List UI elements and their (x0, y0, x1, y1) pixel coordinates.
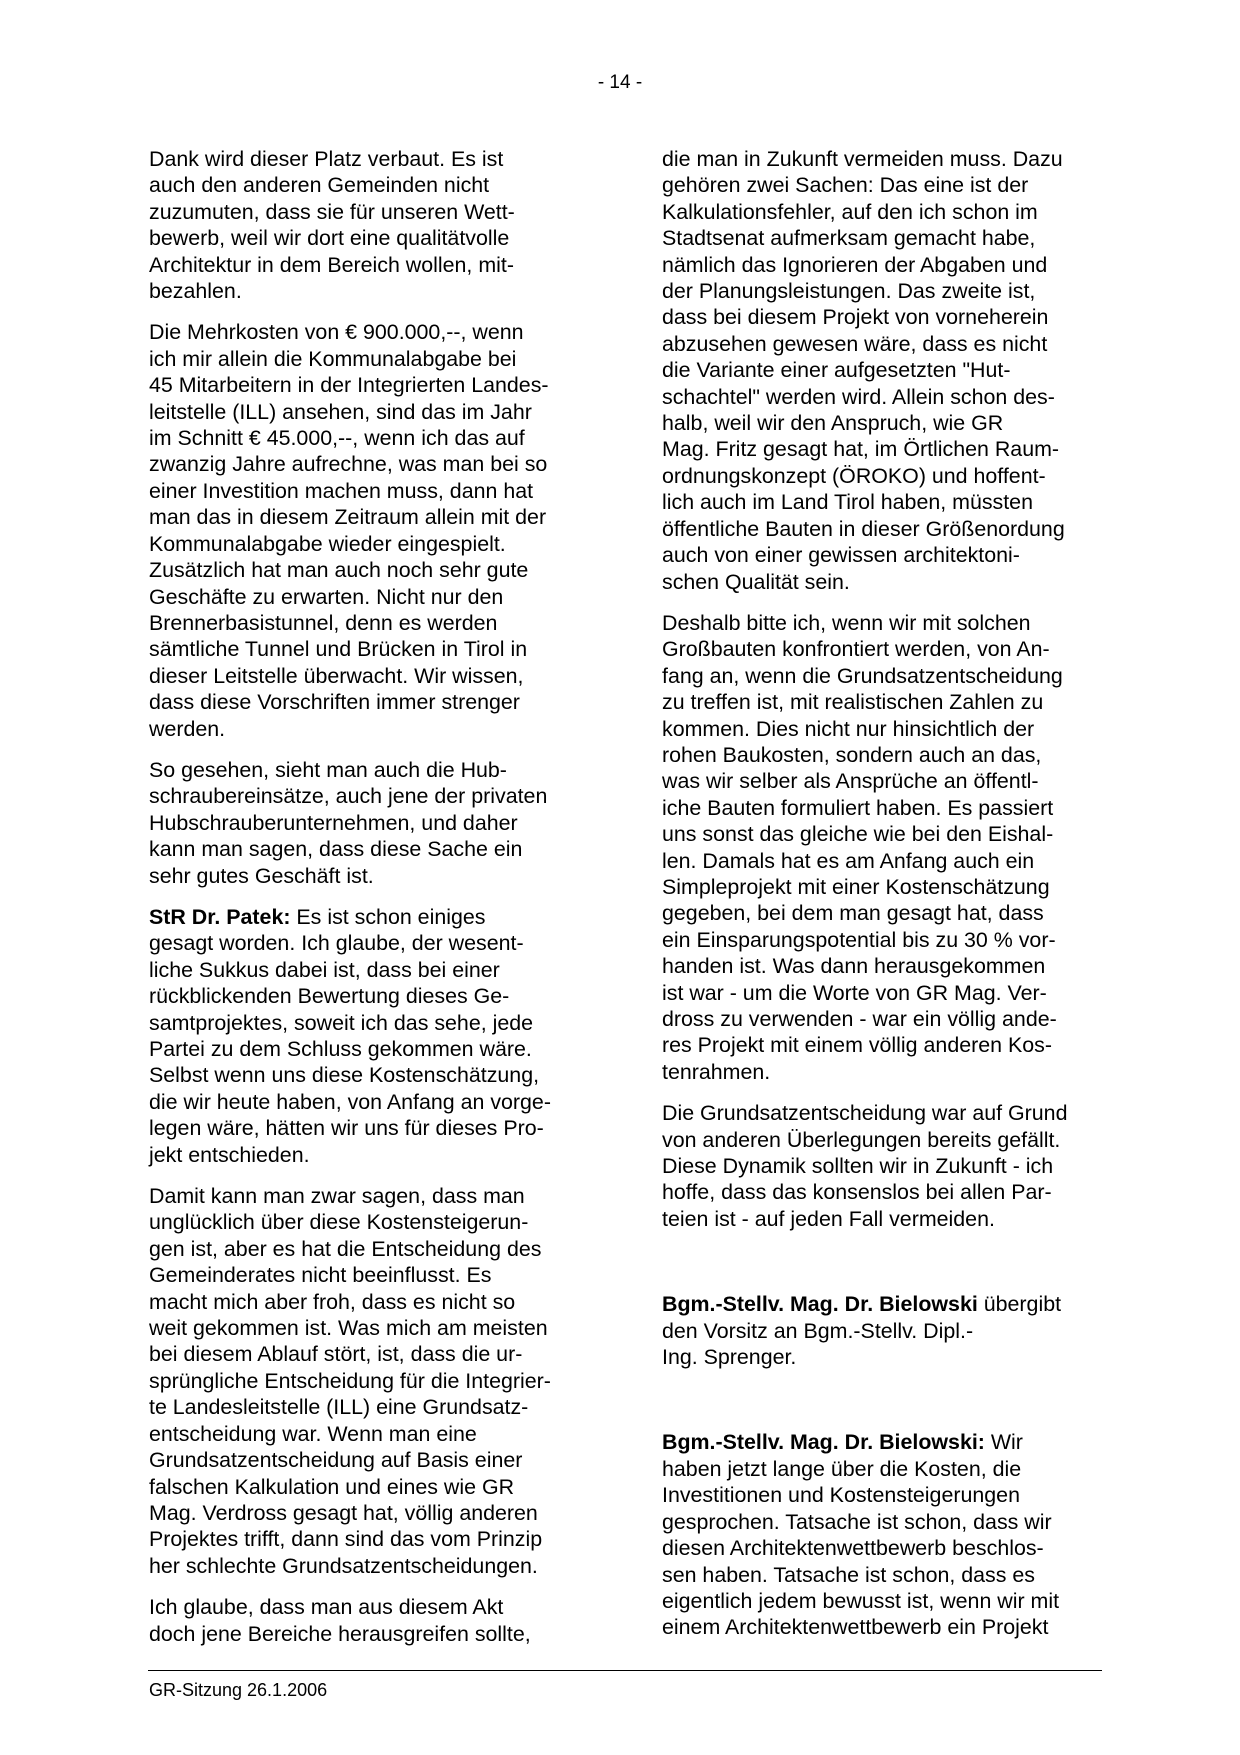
text-line: öffentliche Bauten in dieser Größenordung (662, 516, 1065, 541)
speaker-paragraph (149, 904, 591, 1168)
text-line: teien ist - auf jeden Fall vermeiden. (662, 1206, 995, 1231)
text-line: dass diese Vorschriften immer strenger (149, 690, 520, 715)
text-line: jekt entschieden. (149, 1142, 310, 1167)
text-line: lich auch im Land Tirol haben, müssten (662, 490, 1033, 515)
text-line: rückblickenden Bewertung dieses Ge- (149, 984, 510, 1009)
text-line: Geschäfte zu erwarten. Nicht nur den (149, 584, 504, 609)
text-line: entscheidung war. Wenn man eine (149, 1421, 477, 1446)
text-line: der Planungsleistungen. Das zweite ist, (662, 279, 1036, 304)
text-line: Zusätzlich hat man auch noch sehr gute (149, 558, 529, 583)
text-line: fang an, wenn die Grundsatzentscheidung (662, 663, 1063, 688)
text-line: Mag. Verdross gesagt hat, völlig anderen (149, 1500, 538, 1525)
speaker-paragraph (662, 1429, 1104, 1640)
text-line: nämlich das Ignorieren der Abgaben und (662, 252, 1048, 277)
text-line: Ich glaube, dass man aus diesem Akt (149, 1595, 504, 1620)
text-line: im Schnitt € 45.000,--, wenn ich das auf (149, 426, 525, 451)
text-line: doch jene Bereiche herausgreifen sollte, (149, 1621, 531, 1646)
text-line: schraubereinsätze, auch jene der privaten (149, 784, 548, 809)
text-line: Diese Dynamik sollten wir in Zukunft - ich (662, 1154, 1054, 1179)
text-line: kann man sagen, dass diese Sache ein (149, 837, 523, 862)
text-line: Partei zu dem Schluss gekommen wäre. (149, 1037, 532, 1061)
text-line: uns sonst das gleiche wie bei den Eishal- (662, 822, 1054, 847)
text-line: ordnungskonzept (ÖROKO) und hoffent- (662, 463, 1046, 488)
text-line: gen ist, aber es hat die Entscheidung des (149, 1236, 542, 1261)
footer-text: GR-Sitzung 26.1.2006 (149, 1680, 328, 1700)
text-line (149, 904, 591, 930)
text-line: rohen Baukosten, sondern auch an das, (662, 742, 1042, 767)
page-number: - 14 - (597, 72, 643, 93)
text-line: dass bei diesem Projekt von vorneherein (662, 305, 1049, 330)
text-line: legen wäre, hätten wir uns für dieses Pro- (149, 1116, 544, 1141)
text-line: sämtliche Tunnel und Brücken in Tirol in (149, 637, 528, 662)
text-line: gehören zwei Sachen: Das eine ist der (662, 173, 1029, 198)
text-line: sen haben. Tatsache ist schon, dass es (662, 1562, 1035, 1587)
text-line: ich mir allein die Kommunalabgabe bei (149, 346, 517, 371)
text-line: Kommunalabgabe wieder eingespielt. (149, 531, 506, 556)
text-line: te Landesleitstelle (ILL) eine Grundsatz- (149, 1395, 529, 1420)
text-line: zwanzig Jahre aufrechne, was man bei so (149, 452, 548, 477)
text-line: kommen. Dies nicht nur hinsichtlich der (662, 716, 1035, 741)
text-line: samtprojektes, soweit ich das sehe, jede (149, 1010, 534, 1035)
text-line: Projektes trifft, dann sind das vom Prinzip (149, 1527, 543, 1552)
right-column (662, 146, 1104, 1656)
text-line: Damit kann man zwar sagen, dass man (149, 1184, 525, 1209)
text-line: Architektur in dem Bereich wollen, mit- (149, 252, 514, 277)
text-line: Deshalb bitte ich, wenn wir mit solchen (662, 610, 1031, 635)
text-line: zu treffen ist, mit realistischen Zahlen zu (662, 690, 1044, 715)
text-line: unglücklich über diese Kostensteigerun- (149, 1210, 529, 1235)
text-line: Investitionen und Kostensteigerungen (662, 1483, 1020, 1508)
text-line: auch von einer gewissen architektoni- (662, 543, 1020, 568)
text-line: Kalkulationsfehler, auf den ich schon im (662, 199, 1038, 224)
text-line: einer Investition machen muss, dann hat (149, 478, 534, 503)
text-line: ist war - um die Worte von GR Mag. Ver- (662, 980, 1047, 1005)
text-line: bezahlen. (149, 279, 242, 304)
text-line: ein Einsparungspotential bis zu 30 % vor- (662, 927, 1056, 952)
text-line: man das in diesem Zeitraum allein mit der (149, 505, 547, 530)
paragraph (149, 1594, 591, 1647)
speaker-name: Bgm.-Stellv. Mag. Dr. Bielowski (662, 1292, 978, 1317)
paragraph (149, 1183, 591, 1579)
text-line: gesagt worden. Ich glaube, der wesent- (149, 931, 524, 956)
text-line: gesprochen. Tatsache ist schon, dass wir (662, 1509, 1052, 1534)
text-line: gegeben, bei dem man gesagt hat, dass (662, 901, 1044, 926)
text-line: leitstelle (ILL) ansehen, sind das im Jahr (149, 399, 532, 424)
left-column (149, 146, 591, 1662)
speaker-first-line-rest: übergibt (977, 1292, 1062, 1317)
paragraph (149, 319, 591, 742)
paragraph (662, 146, 1104, 595)
text-line: Grundsatzentscheidung auf Basis einer (149, 1448, 523, 1473)
text-line: Dank wird dieser Platz verbaut. Es ist (149, 147, 504, 171)
text-line: So gesehen, sieht man auch die Hub- (149, 757, 507, 782)
text-line: bei diesem Ablauf stört, ist, dass die ur- (149, 1342, 523, 1367)
text-line: schachtel" werden wird. Allein schon des- (662, 384, 1055, 409)
text-line: Die Grundsatzentscheidung war auf Grund (662, 1101, 1068, 1126)
footer-rule (148, 1670, 1102, 1671)
text-line: len. Damals hat es am Anfang auch ein (662, 848, 1035, 873)
text-line: diesen Architektenwettbewerb beschlos- (662, 1536, 1044, 1561)
text-line: auch den anderen Gemeinden nicht (149, 173, 490, 198)
text-line: haben jetzt lange über die Kosten, die (662, 1456, 1022, 1481)
text-line: sprüngliche Entscheidung für die Integrier- (149, 1368, 551, 1393)
text-line: schen Qualität sein. (662, 569, 850, 594)
text-line: Mag. Fritz gesagt hat, im Örtlichen Raum- (662, 437, 1060, 462)
speaker-name: Bgm.-Stellv. Mag. Dr. Bielowski: (662, 1430, 985, 1455)
speaker-first-line-rest: Es ist schon einiges (290, 904, 486, 929)
text-line: res Projekt mit einem völlig anderen Kos- (662, 1033, 1052, 1058)
paragraph-gap (662, 1247, 1104, 1291)
speaker-paragraph (662, 1291, 1104, 1370)
paragraph-gap (662, 1385, 1104, 1429)
text-line: Ing. Sprenger. (662, 1345, 797, 1370)
paragraph (149, 146, 591, 304)
text-line: macht mich aber froh, dass es nicht so (149, 1289, 516, 1314)
text-line: Großbauten konfrontiert werden, von An- (662, 637, 1050, 662)
text-line: bewerb, weil wir dort eine qualitätvolle (149, 226, 510, 251)
text-line (662, 1291, 1104, 1317)
text-line: abzusehen gewesen wäre, dass es nicht (662, 331, 1048, 356)
text-line: hoffe, dass das konsenslos bei allen Par- (662, 1180, 1052, 1205)
paragraph (149, 757, 591, 889)
text-line (662, 1429, 1104, 1455)
text-line: die Variante einer aufgesetzten "Hut- (662, 358, 1011, 383)
paragraph (662, 1100, 1104, 1232)
text-line: dross zu verwenden - war ein völlig ande- (662, 1007, 1057, 1031)
text-line: Die Mehrkosten von € 900.000,--, wenn (149, 320, 524, 345)
text-line: halb, weil wir den Anspruch, wie GR (662, 411, 1004, 436)
text-line: Simpleprojekt mit einer Kostenschätzung (662, 874, 1050, 899)
text-line: Stadtsenat aufmerksam gemacht habe, (662, 226, 1036, 251)
text-line: Brennerbasistunnel, denn es werden (149, 610, 498, 635)
text-line: sehr gutes Geschäft ist. (149, 863, 374, 888)
text-line: Hubschrauberunternehmen, und daher (149, 810, 518, 835)
text-line: tenrahmen. (662, 1059, 771, 1084)
paragraph (662, 610, 1104, 1085)
text-line: liche Sukkus dabei ist, dass bei einer (149, 957, 500, 982)
text-line: eigentlich jedem bewusst ist, wenn wir mit (662, 1588, 1060, 1613)
text-line: zuzumuten, dass sie für unseren Wett- (149, 199, 515, 224)
speaker-first-line-rest: Wir (984, 1430, 1023, 1455)
text-line: Gemeinderates nicht beeinflusst. Es (149, 1263, 492, 1288)
text-line: die man in Zukunft vermeiden muss. Dazu (662, 147, 1063, 171)
text-line: dieser Leitstelle überwacht. Wir wissen, (149, 663, 524, 688)
text-line: was wir selber als Ansprüche an öffentl- (662, 769, 1039, 794)
text-line: falschen Kalkulation und eines wie GR (149, 1474, 515, 1499)
speaker-name: StR Dr. Patek: (149, 904, 291, 929)
text-line: die wir heute haben, von Anfang an vorge- (149, 1089, 551, 1114)
text-line: werden. (149, 716, 226, 741)
text-line: handen ist. Was dann herausgekommen (662, 954, 1046, 979)
text-line: Selbst wenn uns diese Kostenschätzung, (149, 1063, 540, 1088)
text-line: von anderen Überlegungen bereits gefällt. (662, 1127, 1061, 1152)
text-line: einem Architektenwettbewerb ein Projekt (662, 1615, 1049, 1640)
text-line: den Vorsitz an Bgm.-Stellv. Dipl.- (662, 1318, 974, 1343)
text-line: iche Bauten formuliert haben. Es passiert (662, 795, 1054, 820)
text-line: weit gekommen ist. Was mich am meisten (149, 1316, 548, 1341)
text-line: 45 Mitarbeitern in der Integrierten Landes- (149, 373, 549, 398)
text-line: her schlechte Grundsatzentscheidungen. (149, 1553, 538, 1578)
